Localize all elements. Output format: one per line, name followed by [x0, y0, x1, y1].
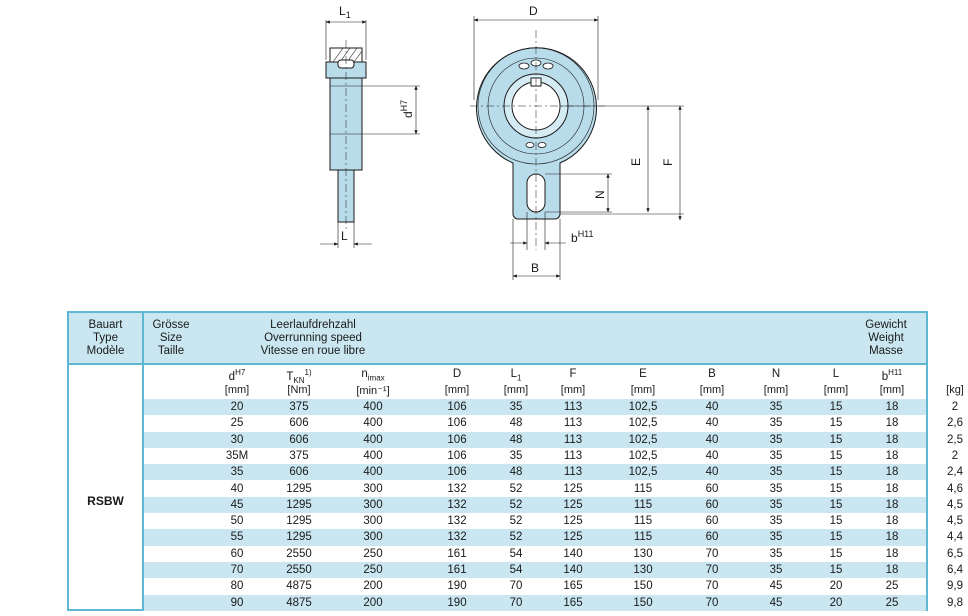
table-cell: 102,5 [628, 417, 658, 430]
table-cell: 113 [563, 401, 583, 413]
table-cell: 18 [885, 433, 899, 446]
table-cell: 40 [705, 433, 719, 446]
table-cell: 52 [509, 498, 523, 511]
table-cell: 15 [829, 564, 843, 576]
table-cell: 40 [230, 482, 244, 495]
table-cell: 60 [705, 531, 719, 544]
table-cell: 15 [829, 449, 843, 462]
table-cell: 113 [563, 417, 583, 430]
table-cell: 375 [289, 401, 309, 413]
table-cell: 4,6 [947, 482, 963, 495]
table-cell: 70 [705, 580, 719, 593]
table-cell: 70 [230, 564, 244, 576]
table-cell: 161 [447, 547, 467, 560]
table-cell: 2,6 [947, 417, 963, 430]
table-row [144, 513, 963, 529]
table-cell: 18 [885, 498, 899, 511]
table-cell: 400 [363, 433, 383, 446]
column-symbol: F [569, 368, 577, 380]
table-cell: 35 [769, 401, 783, 413]
table-cell: 130 [633, 547, 653, 560]
column-unit: [mm] [699, 384, 725, 396]
table-cell: 115 [633, 498, 653, 511]
table-cell: 6,4 [947, 564, 963, 576]
table-cell: 300 [363, 515, 383, 528]
table-cell: 4875 [286, 580, 312, 593]
table-cell: 35 [769, 417, 783, 430]
table-cell: 18 [885, 482, 899, 495]
dim-label-N: N [593, 190, 607, 199]
column-symbol: D [452, 368, 462, 380]
table-cell: 2,4 [947, 466, 963, 479]
table-cell: 4,5 [947, 498, 963, 511]
table-row [144, 464, 963, 480]
table-cell: 35 [769, 482, 783, 495]
table-cell: 250 [363, 547, 383, 560]
column-symbol: $L_1$ [510, 368, 522, 383]
table-cell: 35 [509, 401, 523, 413]
header-size: Grösse Size Taille [152, 319, 190, 357]
table-cell: 18 [885, 564, 899, 576]
table-cell: 9,9 [947, 580, 963, 593]
table-cell: 30 [230, 433, 244, 446]
table-cell: 60 [230, 547, 244, 560]
table-cell: 40 [705, 449, 719, 462]
table-cell: 35 [769, 433, 783, 446]
table-cell: 60 [705, 515, 719, 528]
table-cell: 48 [509, 466, 523, 479]
table-cell: 300 [363, 498, 383, 511]
table-cell: 18 [885, 401, 899, 413]
table-cell: 250 [363, 564, 383, 576]
column-unit: [mm] [503, 384, 529, 396]
table-cell: 35 [769, 466, 783, 479]
table-cell: 35 [230, 466, 244, 479]
table-cell: 2550 [286, 547, 312, 560]
table-cell: 20 [829, 596, 843, 609]
table-cell: 125 [563, 515, 583, 528]
table-cell: 606 [289, 466, 309, 479]
table-cell: 70 [705, 547, 719, 560]
table-cell: 15 [829, 433, 843, 446]
table-cell: 400 [363, 466, 383, 479]
table-cell: 45 [769, 580, 783, 593]
table-cell: 52 [509, 482, 523, 495]
dim-label-B: B [531, 261, 540, 275]
dim-label-E: E [629, 157, 643, 166]
table-cell: 190 [447, 596, 467, 609]
table-row [144, 481, 963, 497]
table-cell: 4,4 [947, 531, 963, 544]
table-cell: 15 [829, 498, 843, 511]
column-unit: [kg] [946, 384, 964, 396]
table-cell: 52 [509, 515, 523, 528]
table-cell: 40 [705, 417, 719, 430]
column-unit: [mm] [444, 384, 470, 396]
table-cell: 165 [563, 580, 583, 593]
table-row [144, 578, 963, 594]
column-symbol: N [771, 368, 781, 380]
table-cell: 6,5 [947, 547, 963, 560]
table-cell: 1295 [286, 515, 312, 528]
table-cell: 35 [769, 564, 783, 576]
table-cell: 125 [563, 531, 583, 544]
dim-label-L1: $L_1$ [339, 4, 351, 20]
table-cell: 400 [363, 449, 383, 462]
type-value: RSBW [87, 494, 124, 508]
table-cell: 2 [951, 449, 959, 462]
column-unit: [Nm] [287, 384, 311, 396]
table-cell: 150 [633, 596, 653, 609]
table-cell: 115 [633, 482, 653, 495]
table-cell: 375 [289, 449, 309, 462]
table-cell: 161 [447, 564, 467, 576]
table-cell: 606 [289, 417, 309, 430]
table-cell: 25 [230, 417, 244, 430]
table-cell: 165 [563, 596, 583, 609]
column-unit: [mm] [560, 384, 586, 396]
table-cell: 18 [885, 531, 899, 544]
table-row [144, 415, 963, 431]
table-cell: 48 [509, 417, 523, 430]
table-cell: 2550 [286, 564, 312, 576]
table-cell: 300 [363, 482, 383, 495]
table-cell: 200 [363, 580, 383, 593]
table-cell: 35 [769, 498, 783, 511]
table-cell: 130 [633, 564, 653, 576]
table-cell: 25 [885, 596, 899, 609]
table-cell: 1295 [286, 498, 312, 511]
column-symbol: $b^{H11}$ [881, 368, 903, 383]
table-cell: 400 [363, 417, 383, 430]
table-cell: 35 [769, 449, 783, 462]
column-symbol: B [708, 368, 716, 380]
table-cell: 132 [447, 482, 467, 495]
table-cell: 113 [563, 466, 583, 479]
dim-label-F: F [661, 158, 675, 166]
table-cell: 1295 [286, 531, 312, 544]
dim-label-dH7: $d^{H7}$ [399, 99, 415, 118]
column-symbol: $n_{imax}$ [361, 368, 385, 383]
table-cell: 25 [885, 580, 899, 593]
column-symbol: L [832, 368, 840, 380]
table-cell: 70 [509, 580, 523, 593]
column-unit: [mm] [224, 384, 250, 396]
type-cell [69, 365, 142, 609]
table-row [144, 529, 963, 545]
table-cell: 113 [563, 449, 583, 462]
column-symbol: $T_{KN}^{1)}$ [286, 368, 312, 386]
table-cell: 15 [829, 531, 843, 544]
table-cell: 102,5 [628, 401, 658, 413]
table-row [144, 595, 963, 611]
table-cell: 125 [563, 498, 583, 511]
table-cell: 20 [829, 580, 843, 593]
table-cell: 1295 [286, 482, 312, 495]
table-row [144, 546, 963, 562]
table-cell: 106 [447, 466, 467, 479]
table-cell: 300 [363, 531, 383, 544]
table-row [144, 497, 963, 513]
dim-label-D: D [529, 4, 538, 18]
table-cell: 400 [363, 401, 383, 413]
table-cell: 35 [509, 449, 523, 462]
table-cell: 80 [230, 580, 244, 593]
table-row [144, 432, 963, 448]
table-cell: 606 [289, 433, 309, 446]
table-cell: 54 [509, 564, 523, 576]
table-cell: 9,8 [947, 596, 963, 609]
table-cell: 90 [230, 596, 244, 609]
table-cell: 45 [230, 498, 244, 511]
table-cell: 48 [509, 433, 523, 446]
dim-label-L: L [341, 229, 348, 243]
table-cell: 35 [769, 515, 783, 528]
table-cell: 15 [829, 515, 843, 528]
table-cell: 106 [447, 433, 467, 446]
table-cell: 2,5 [947, 433, 963, 446]
column-unit: [mm] [823, 384, 849, 396]
table-cell: 40 [705, 401, 719, 413]
table-header [69, 313, 926, 365]
table-cell: 115 [633, 531, 653, 544]
technical-drawing [0, 0, 968, 300]
table-cell: 50 [230, 515, 244, 528]
table-cell: 102,5 [628, 449, 658, 462]
table-row [144, 399, 959, 415]
table-cell: 106 [447, 401, 467, 413]
table-cell: 18 [885, 417, 899, 430]
table-cell: 106 [447, 417, 467, 430]
table-cell: 35M [225, 449, 249, 462]
table-cell: 70 [509, 596, 523, 609]
table-cell: 20 [230, 401, 244, 413]
side-view [320, 20, 420, 248]
table-row [144, 562, 963, 578]
header-weight: Gewicht Weight Masse [865, 319, 907, 357]
table-cell: 106 [447, 449, 467, 462]
header-type: Bauart Type Modèle [86, 319, 125, 357]
table-cell: 52 [509, 531, 523, 544]
table-cell: 200 [363, 596, 383, 609]
dimension-table [67, 311, 964, 611]
table-cell: 4875 [286, 596, 312, 609]
table-cell: 15 [829, 401, 843, 413]
table-cell: 70 [705, 564, 719, 576]
table-cell: 45 [769, 596, 783, 609]
table-cell: 4,5 [947, 515, 963, 528]
table-cell: 125 [563, 482, 583, 495]
table-cell: 15 [829, 417, 843, 430]
table-cell: 55 [230, 531, 244, 544]
column-unit: [min⁻¹] [356, 385, 390, 397]
table-cell: 140 [563, 564, 583, 576]
table-row [144, 448, 959, 464]
table-cell: 18 [885, 449, 899, 462]
table-cell: 18 [885, 547, 899, 560]
table-cell: 15 [829, 547, 843, 560]
table-cell: 35 [769, 547, 783, 560]
table-cell: 190 [447, 580, 467, 593]
table-cell: 132 [447, 515, 467, 528]
table-cell: 70 [705, 596, 719, 609]
table-cell: 54 [509, 547, 523, 560]
column-unit: [mm] [763, 384, 789, 396]
table-cell: 18 [885, 466, 899, 479]
table-cell: 18 [885, 515, 899, 528]
column-unit: [mm] [879, 384, 905, 396]
table-cell: 132 [447, 531, 467, 544]
column-symbol: $d^{H7}$ [228, 368, 246, 383]
table-cell: 40 [705, 466, 719, 479]
table-cell: 115 [633, 515, 653, 528]
table-cell: 60 [705, 498, 719, 511]
table-cell: 150 [633, 580, 653, 593]
table-cell: 60 [705, 482, 719, 495]
header-overrunning-speed: Leerlaufdrehzahl Overrunning speed Vitesse en roue libre [260, 319, 366, 357]
table-cell: 113 [563, 433, 583, 446]
table-cell: 35 [769, 531, 783, 544]
table-cell: 132 [447, 498, 467, 511]
table-cell: 102,5 [628, 466, 658, 479]
column-symbol: E [639, 368, 647, 380]
column-unit: [mm] [630, 384, 656, 396]
table-cell: 15 [829, 466, 843, 479]
table-cell: 102,5 [628, 433, 658, 446]
table-cell: 15 [829, 482, 843, 495]
dim-label-bH11: $b^{H11}$ [571, 229, 594, 245]
table-cell: 2 [951, 401, 959, 413]
table-cell: 140 [563, 547, 583, 560]
